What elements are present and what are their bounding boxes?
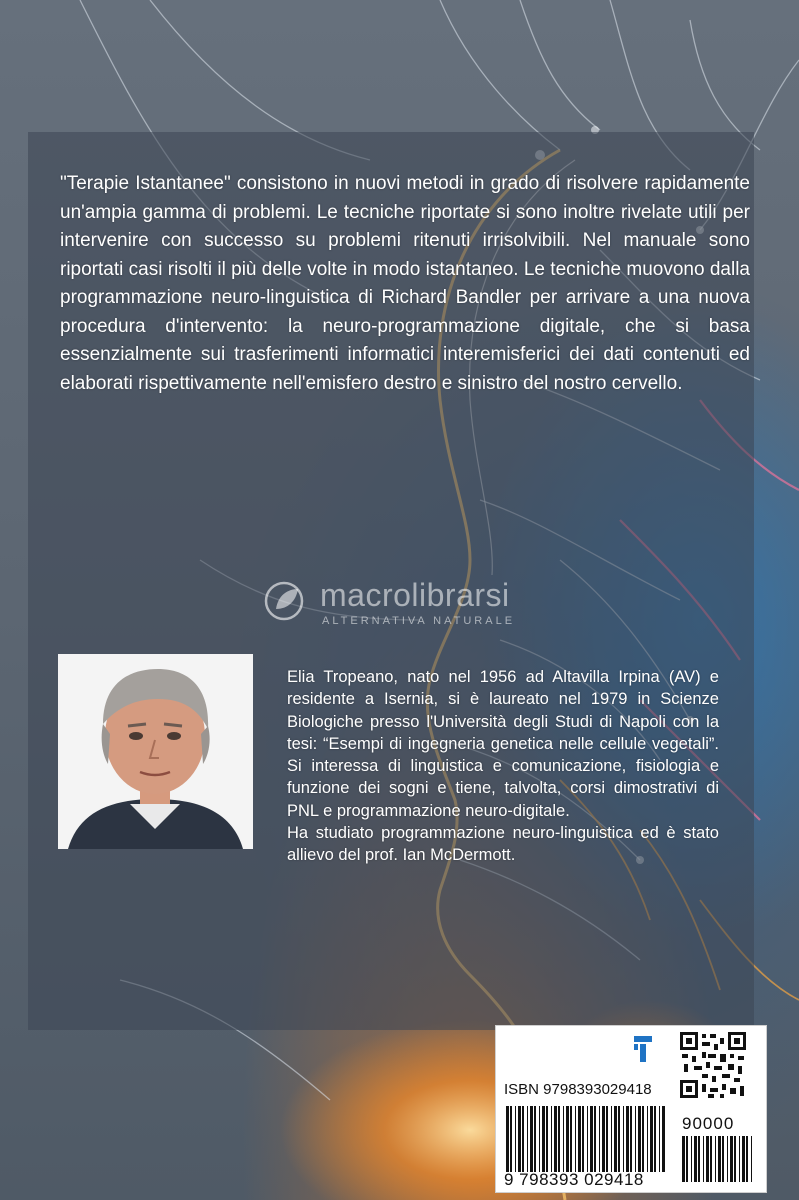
- qr-code-icon: [680, 1032, 746, 1098]
- watermark: [258, 573, 558, 633]
- author-bio: [287, 666, 719, 867]
- price-code: 90000: [682, 1114, 735, 1133]
- barcode-box: [495, 1025, 767, 1193]
- barcode-number: 9 798393 029418: [504, 1170, 644, 1189]
- bio-paragraph-2: Ha studiato programmazione neuro-linguistica ed è stato allievo del prof. Ian McDermott.: [287, 824, 719, 865]
- book-blurb: "Terapie Istantanee" consistono in nuovi metodi in grado di risolvere rapidamente un'ampia gamma di problemi. Le tecniche riportate si sono inoltre rivelate utili per intervenire con successo su problemi ritenuti irrisolvibili. Nel manuale sono riportati casi risolti il più delle volte in modo istantaneo. Le tecniche muovono dalla programmazione neuro-linguistica di Richard Bandler per arrivare a una nuova procedura d'intervento: la neuro-programmazione digitale, che si basa essenzialmente sui trasferimenti informatici interemisferici dei dati contenuti ed elaborati rispettivamente nell'emisfero destro e sinistro del nostro cervello.: [60, 173, 750, 394]
- author-portrait: [58, 654, 253, 849]
- author-photo: [58, 654, 253, 849]
- leaf-circle-icon: [258, 579, 314, 623]
- publisher-logo-icon: [632, 1034, 654, 1064]
- watermark-tagline: ALTERNATIVA NATURALE: [322, 615, 516, 627]
- isbn-barcode: [506, 1106, 666, 1172]
- watermark-name: macrolibrarsi: [320, 577, 510, 613]
- bio-paragraph-1: Elia Tropeano, nato nel 1956 ad Altavilla Irpina (AV) e residente a Isernia, si è laureato nel 1979 in Scienze Biologiche presso l'Università degli Studi di Napoli con la tesi: “Esempi di ingegneria genetica nelle cellule vegetali”. Si interessa di linguistica e comunicazione, fisiologia e funzione dei sogni e tiene, talvolta, corsi dimostrativi di PNL e programmazione neuro-digitale.: [287, 668, 719, 820]
- isbn-label: ISBN 9798393029418: [504, 1081, 652, 1098]
- price-barcode: [682, 1136, 752, 1182]
